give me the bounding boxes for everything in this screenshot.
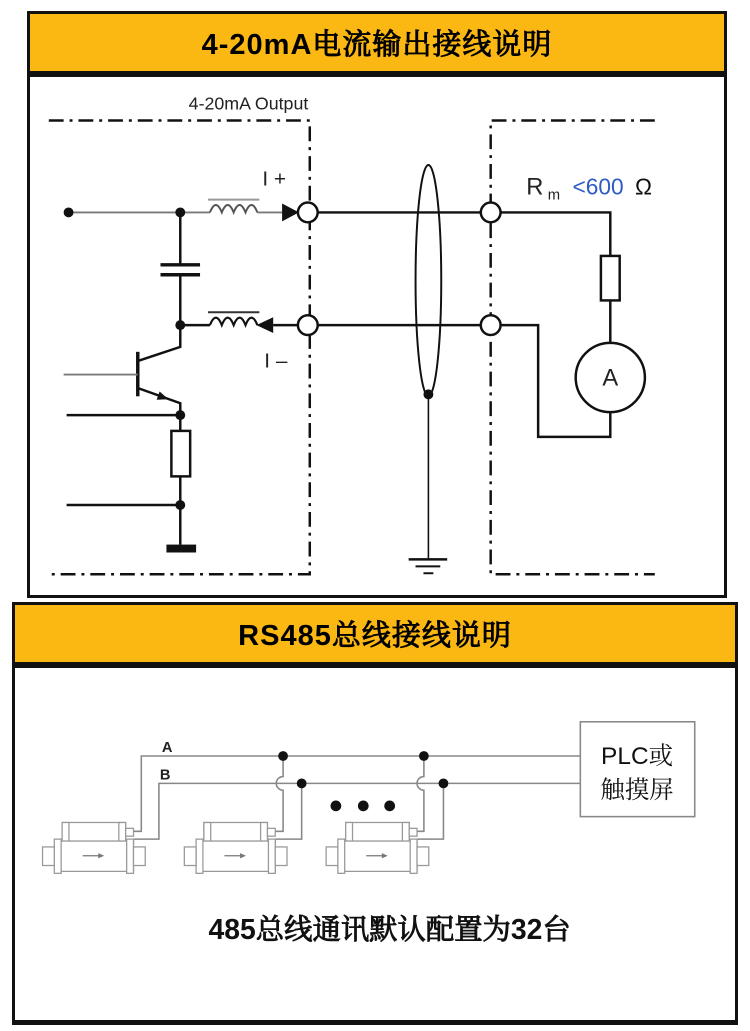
ellipsis-dots: [331, 800, 396, 811]
bus-capacity-note: 485总线通讯默认配置为32台: [208, 913, 571, 946]
terminal-iplus: [298, 203, 318, 223]
section1-header: [27, 11, 727, 74]
terminal-rx-plus: [481, 203, 501, 223]
rs485-bus-diagram: [15, 668, 735, 1020]
current-output-diagram: [30, 77, 724, 595]
iplus-label: I +: [262, 167, 286, 191]
section1-diagram-panel: [27, 74, 727, 598]
flowmeter-1: [43, 822, 146, 873]
bus-line-a: [133, 756, 580, 831]
section2-diagram-panel: [12, 665, 738, 1025]
capacitor: [161, 212, 201, 325]
rm-unit: Ω: [634, 173, 652, 200]
rm-value: <600: [572, 173, 624, 200]
flowmeter-3: [326, 822, 429, 873]
arrow-left-icon: [256, 317, 273, 333]
plc-box: [580, 722, 694, 817]
ammeter-label: A: [602, 365, 619, 392]
iminus-branch: [175, 312, 298, 333]
output-label: 4-20mA Output: [188, 93, 309, 114]
resistor-rm: [601, 256, 620, 300]
terminal-iminus: [298, 315, 318, 335]
shield-ellipse: [416, 165, 442, 396]
meter2-tap-a: [275, 756, 283, 831]
plc-label-line1: PLC或: [601, 742, 674, 770]
inductor-iplus: [210, 205, 257, 212]
section1-title: 4-20mA电流输出接线说明: [201, 29, 553, 61]
line-a-label: A: [161, 740, 173, 757]
transistor: [64, 325, 181, 415]
chassis-ground-icon: [166, 545, 196, 553]
meter3-tap-a: [417, 756, 424, 831]
rm-subscript: m: [547, 187, 561, 204]
inductor-iminus: [210, 318, 257, 325]
plc-label-line2: 触摸屏: [600, 777, 674, 805]
flowmeter-2: [184, 822, 287, 873]
resistor-internal: [171, 431, 190, 476]
arrow-right-icon: [282, 204, 299, 222]
bias-network: [67, 410, 197, 552]
terminal-rx-minus: [481, 315, 501, 335]
section2-header: [12, 602, 738, 665]
emitter-arrow-icon: [157, 391, 169, 399]
rm-symbol: R: [526, 174, 544, 201]
iminus-label: I –: [264, 349, 288, 373]
cable-shield: [409, 165, 448, 573]
rm-label: [526, 174, 652, 204]
section2-title: RS485总线接线说明: [238, 620, 512, 652]
measurement-loop: [501, 212, 645, 436]
line-b-label: B: [159, 767, 171, 784]
